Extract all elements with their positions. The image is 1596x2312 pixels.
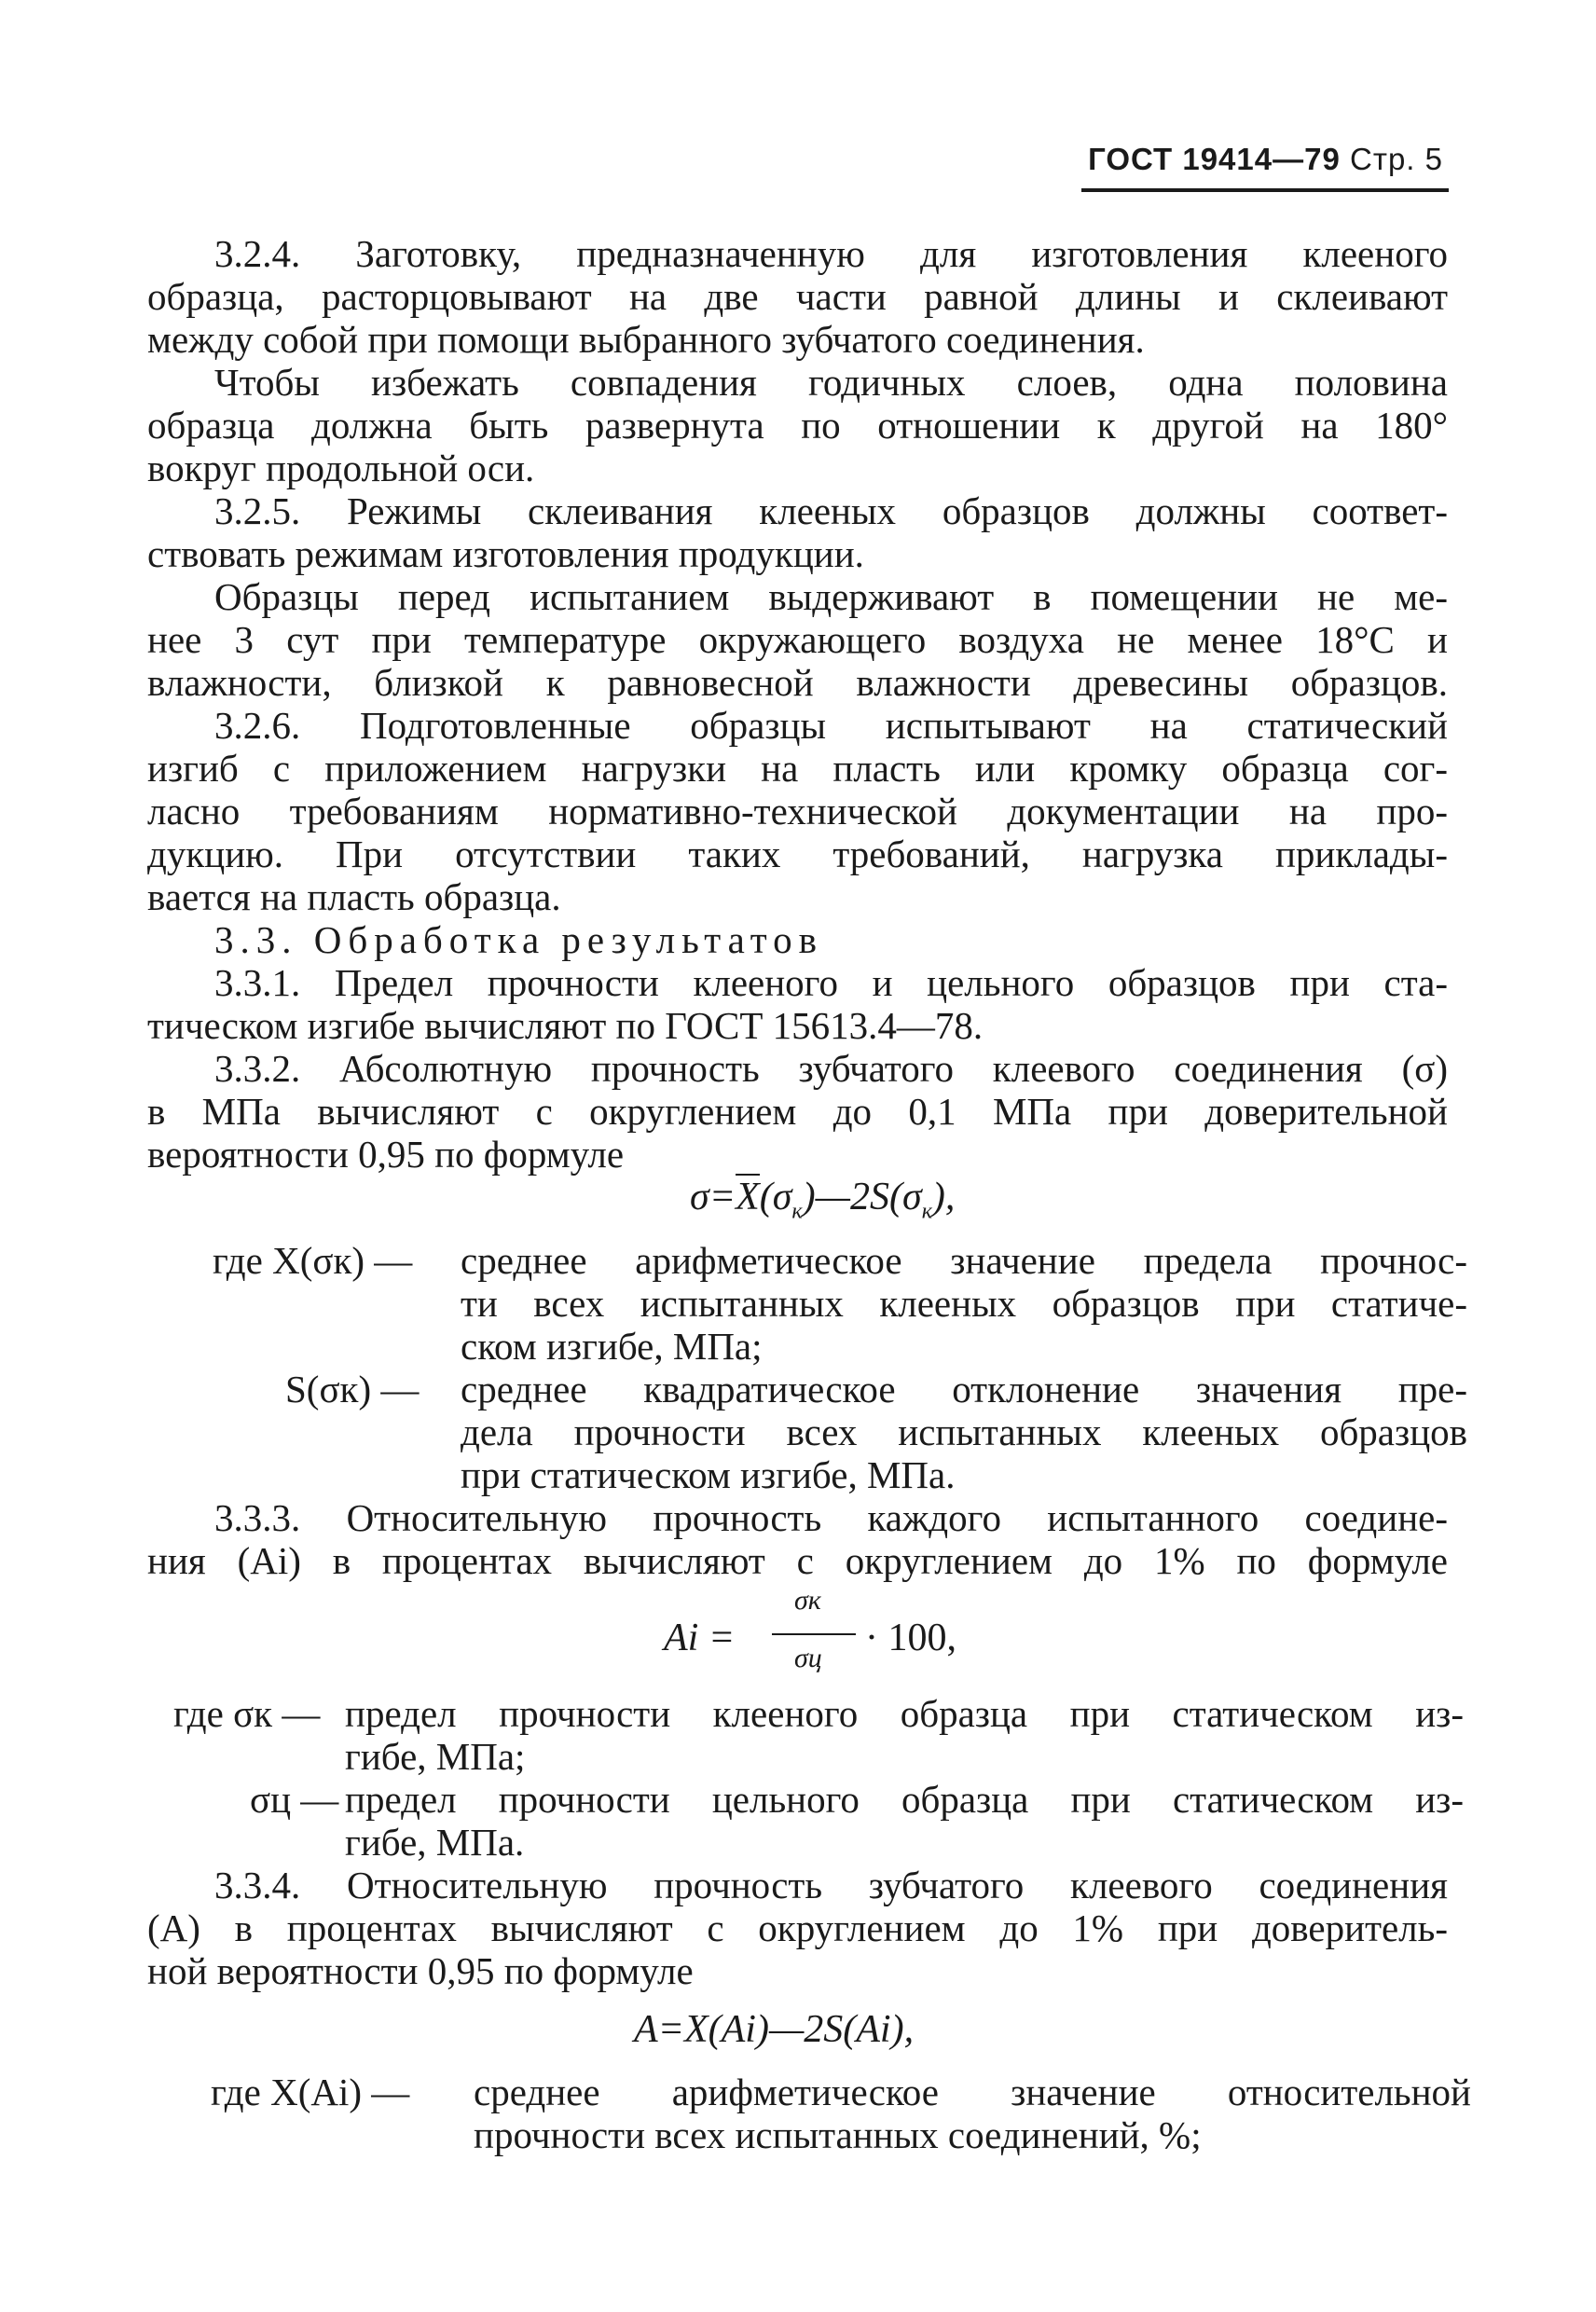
formula-ai-rhs: · 100, — [865, 1617, 956, 1659]
definition-line: среднее арифметическое значение предела прочнос- — [461, 1239, 1467, 1282]
text-line: Образцы перед испытанием выдерживают в помещении не ме- — [214, 575, 1448, 618]
page-number: Стр. 5 — [1350, 142, 1443, 176]
text-line: в МПа вычисляют с округлением до 0,1 МПа при доверительной — [147, 1090, 1448, 1133]
definition-line: предел прочности цельного образца при статическом из- — [345, 1778, 1464, 1821]
text-line: Чтобы избежать совпадения годичных слоев, одна половина — [214, 361, 1448, 404]
definition-line: ти всех испытанных клееных образцов при статиче- — [461, 1282, 1467, 1325]
text-line: образца должна быть развернута по отношении к другой на 180° — [147, 404, 1448, 447]
text-line: 3.2.4. Заготовку, предназначенную для изготовления клееного — [214, 232, 1448, 275]
text-line: нее 3 сут при температуре окружающего воздуха не менее 18°С и — [147, 618, 1448, 661]
definition-term: S(σк) — — [285, 1368, 420, 1411]
text-line: 3.3.4. Относительную прочность зубчатого клеевого соединения — [214, 1864, 1448, 1906]
definition-line: при статическом изгибе, МПа. — [461, 1453, 956, 1496]
definition-line: среднее арифметическое значение относительной — [474, 2071, 1471, 2113]
text-line: вокруг продольной оси. — [147, 447, 535, 489]
text-line: ствовать режимам изготовления продукции. — [147, 532, 864, 575]
definition-term: где σк — — [173, 1692, 321, 1735]
text-line: ласно требованиям нормативно-технической документации на про- — [147, 790, 1448, 833]
text-line: 3.3.2. Абсолютную прочность зубчатого клеевого соединения (σ) — [214, 1047, 1448, 1090]
section-heading: 3.3. Обработка результатов — [214, 918, 824, 961]
text-line: дукцию. При отсутствии таких требований, нагрузка приклады- — [147, 833, 1448, 875]
definition-term: σц — — [250, 1778, 339, 1821]
standard-code: ГОСТ 19414—79 — [1088, 142, 1341, 176]
text-line: ния (Ai) в процентах вычисляют с округлением до 1% по формуле — [147, 1539, 1448, 1582]
formula-sigma: $\sigma=X(\sigma_к)—2S(\sigma_к)$, — [690, 1176, 956, 1224]
text-line: вается на пласть образца. — [147, 875, 561, 918]
definition-line: предел прочности клееного образца при статическом из- — [345, 1692, 1464, 1735]
text-line: 3.2.5. Режимы склеивания клееных образцов должны соответ- — [214, 489, 1448, 532]
text-line: изгиб с приложением нагрузки на пласть или кромку образца сог- — [147, 747, 1448, 790]
fraction-numerator: σк — [794, 1585, 821, 1616]
page-header — [1070, 142, 1443, 177]
text-line: 3.3.3. Относительную прочность каждого испытанного соедине- — [214, 1496, 1448, 1539]
text-line: вероятности 0,95 по формуле — [147, 1133, 625, 1176]
text-line: ной вероятности 0,95 по формуле — [147, 1949, 694, 1992]
definition-line: прочности всех испытанных соединений, %; — [474, 2113, 1202, 2156]
text-line: между собой при помощи выбранного зубчатого соединения. — [147, 318, 1145, 361]
definition-term: где X(σк) — — [213, 1239, 413, 1282]
definition-line: гибе, МПа; — [345, 1735, 526, 1778]
text-line: (А) в процентах вычисляют с округлением до 1% при доверитель- — [147, 1906, 1448, 1949]
definition-line: ском изгибе, МПа; — [461, 1325, 763, 1368]
fraction-denominator: σц — [794, 1643, 822, 1673]
text-line: 3.2.6. Подготовленные образцы испытывают на статический — [214, 704, 1448, 747]
text-line: образца, расторцовывают на две части равной длины и склеивают — [147, 275, 1448, 318]
text-line: влажности, близкой к равновесной влажности древесины образцов. — [147, 661, 1448, 704]
definition-line: среднее квадратическое отклонение значения пре- — [461, 1368, 1467, 1411]
definition-line: гибе, МПа. — [345, 1821, 525, 1864]
formula-ai-lhs: Ai = — [664, 1617, 736, 1659]
header-rule — [1081, 188, 1449, 192]
text-line: 3.3.1. Предел прочности клееного и цельного образцов при ста- — [214, 961, 1448, 1004]
formula-a: A=X(Ai)—2S(Ai), — [634, 2008, 915, 2051]
definition-term: где X(Ai) — — [211, 2071, 410, 2113]
definition-line: дела прочности всех испытанных клееных образцов — [461, 1411, 1467, 1453]
fraction-bar — [772, 1633, 856, 1635]
text-line: тическом изгибе вычисляют по ГОСТ 15613.4—78. — [147, 1004, 984, 1047]
